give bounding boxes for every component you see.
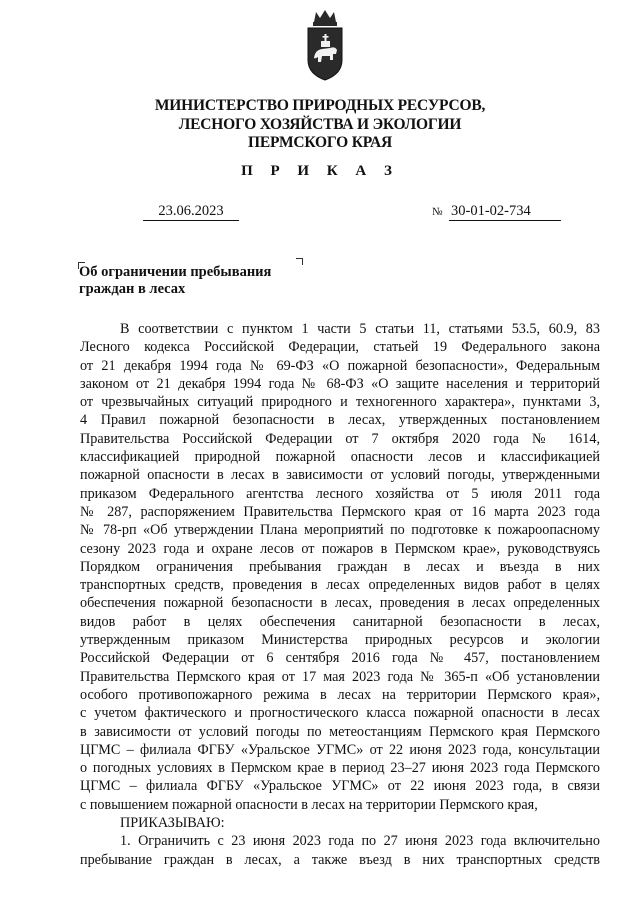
body-line: ЦГМС – филиала ФГБУ «Уральское УГМС» от 22 июня 2023 года, в связи: [80, 778, 600, 795]
ministry-line-3: ПЕРМСКОГО КРАЯ: [247, 134, 393, 151]
body-line: классификацией природной пожарной опасности лесов и классификацией: [80, 449, 600, 466]
order-preamble: [80, 320, 600, 869]
prikazyvayu-heading: ПРИКАЗЫВАЮ:: [120, 815, 225, 832]
body-line: обеспечения пожарной безопасности в лесах, проведения в лесах определенных: [80, 595, 600, 612]
body-line: 4 Правил пожарной безопасности в лесах, утвержденных постановлением: [80, 412, 600, 429]
body-line: пожарной опасности в лесах в зависимости от условий погоды, утвержденными: [80, 467, 600, 484]
body-line: Правительства Пермского края от 17 мая 2023 года № 365-п «Об установлении: [80, 668, 600, 685]
body-line: приказом Федерального агентства лесного хозяйства от 5 июля 2011 года: [80, 485, 600, 502]
body-line: особого противопожарного режима в лесах на территории Пермского края»,: [80, 686, 600, 703]
body-line: Лесного кодекса Российской Федерации, статьей 19 Федерального закона: [80, 339, 600, 356]
order-number: 30-01-02-734: [449, 203, 561, 221]
number-sign: №: [432, 206, 443, 218]
body-line: Российской Федерации от 6 сентября 2016 года № 457, постановлением: [80, 650, 600, 667]
body-line: ЦГМС – филиала ФГБУ «Уральское УГМС» от 22 июня 2023 года, консультации: [80, 741, 600, 758]
body-line: видов работ в целях обеспечения санитарной безопасности в лесах,: [80, 613, 600, 630]
ministry-line-2: ЛЕСНОГО ХОЗЯЙСТВА И ЭКОЛОГИИ: [178, 115, 462, 133]
body-line: утвержденным приказом Министерства природных ресурсов и экологии: [80, 632, 600, 649]
ministry-line-1: МИНИСТЕРСТВО ПРИРОДНЫХ РЕСУРСОВ,: [154, 97, 486, 114]
body-line: законом от 21 декабря 1994 года № 68-ФЗ «О защите населения и территорий: [80, 375, 600, 392]
body-line: от чрезвычайных ситуаций природного и техногенного характера», пунктами 3,: [80, 394, 600, 411]
order-title: П Р И К А З: [241, 163, 399, 179]
body-line: № 78-рп «Об утверждении Плана мероприятий по подготовке к пожароопасному: [80, 522, 600, 539]
order-subject: [79, 264, 271, 297]
body-line: от 21 декабря 1994 года № 69-ФЗ «О пожарной безопасности», Федеральным: [80, 357, 600, 374]
subject-corner-mark-right: [296, 258, 303, 265]
body-line: в зависимости от условий погоды по метеостанциям Пермского края Пермского: [80, 723, 600, 740]
body-line: Правительства Российской Федерации от 7 октября 2020 года № 1614,: [80, 430, 600, 447]
body-line: В соответствии с пунктом 1 части 5 статьи 11, статьями 53.5, 60.9, 83: [120, 321, 600, 337]
body-line: с повышением пожарной опасности в лесах на территории Пермского края,: [80, 796, 538, 813]
body-line: № 287, распоряжением Правительства Пермского края от 16 марта 2023 года: [80, 503, 600, 520]
body-line: о погодных условиях в Пермском крае в период 23–27 июня 2023 года Пермского: [80, 760, 600, 777]
item-1-line: 1. Ограничить с 23 июня 2023 года по 27 июня 2023 года включительно: [120, 833, 600, 850]
coat-of-arms-emblem: [302, 8, 348, 82]
subject-line-1: Об ограничении пребывания: [79, 264, 272, 280]
item-1-line: пребывание граждан в лесах, а также въезд в них транспортных средств: [80, 851, 600, 868]
subject-line-2: граждан в лесах: [79, 280, 186, 297]
body-line: транспортных средств, проведения в лесах определенных видов работ в целях: [80, 577, 600, 594]
body-line: сезону 2023 года и охране лесов от пожаров в Пермском крае», руководствуясь: [80, 540, 600, 557]
body-line: с учетом фактического и прогностического класса пожарной опасности в лесах: [80, 705, 600, 722]
ministry-name: [0, 97, 640, 153]
body-line: Порядком ограничения пребывания граждан в лесах и въезда в них: [80, 558, 600, 575]
order-date: 23.06.2023: [143, 203, 239, 221]
